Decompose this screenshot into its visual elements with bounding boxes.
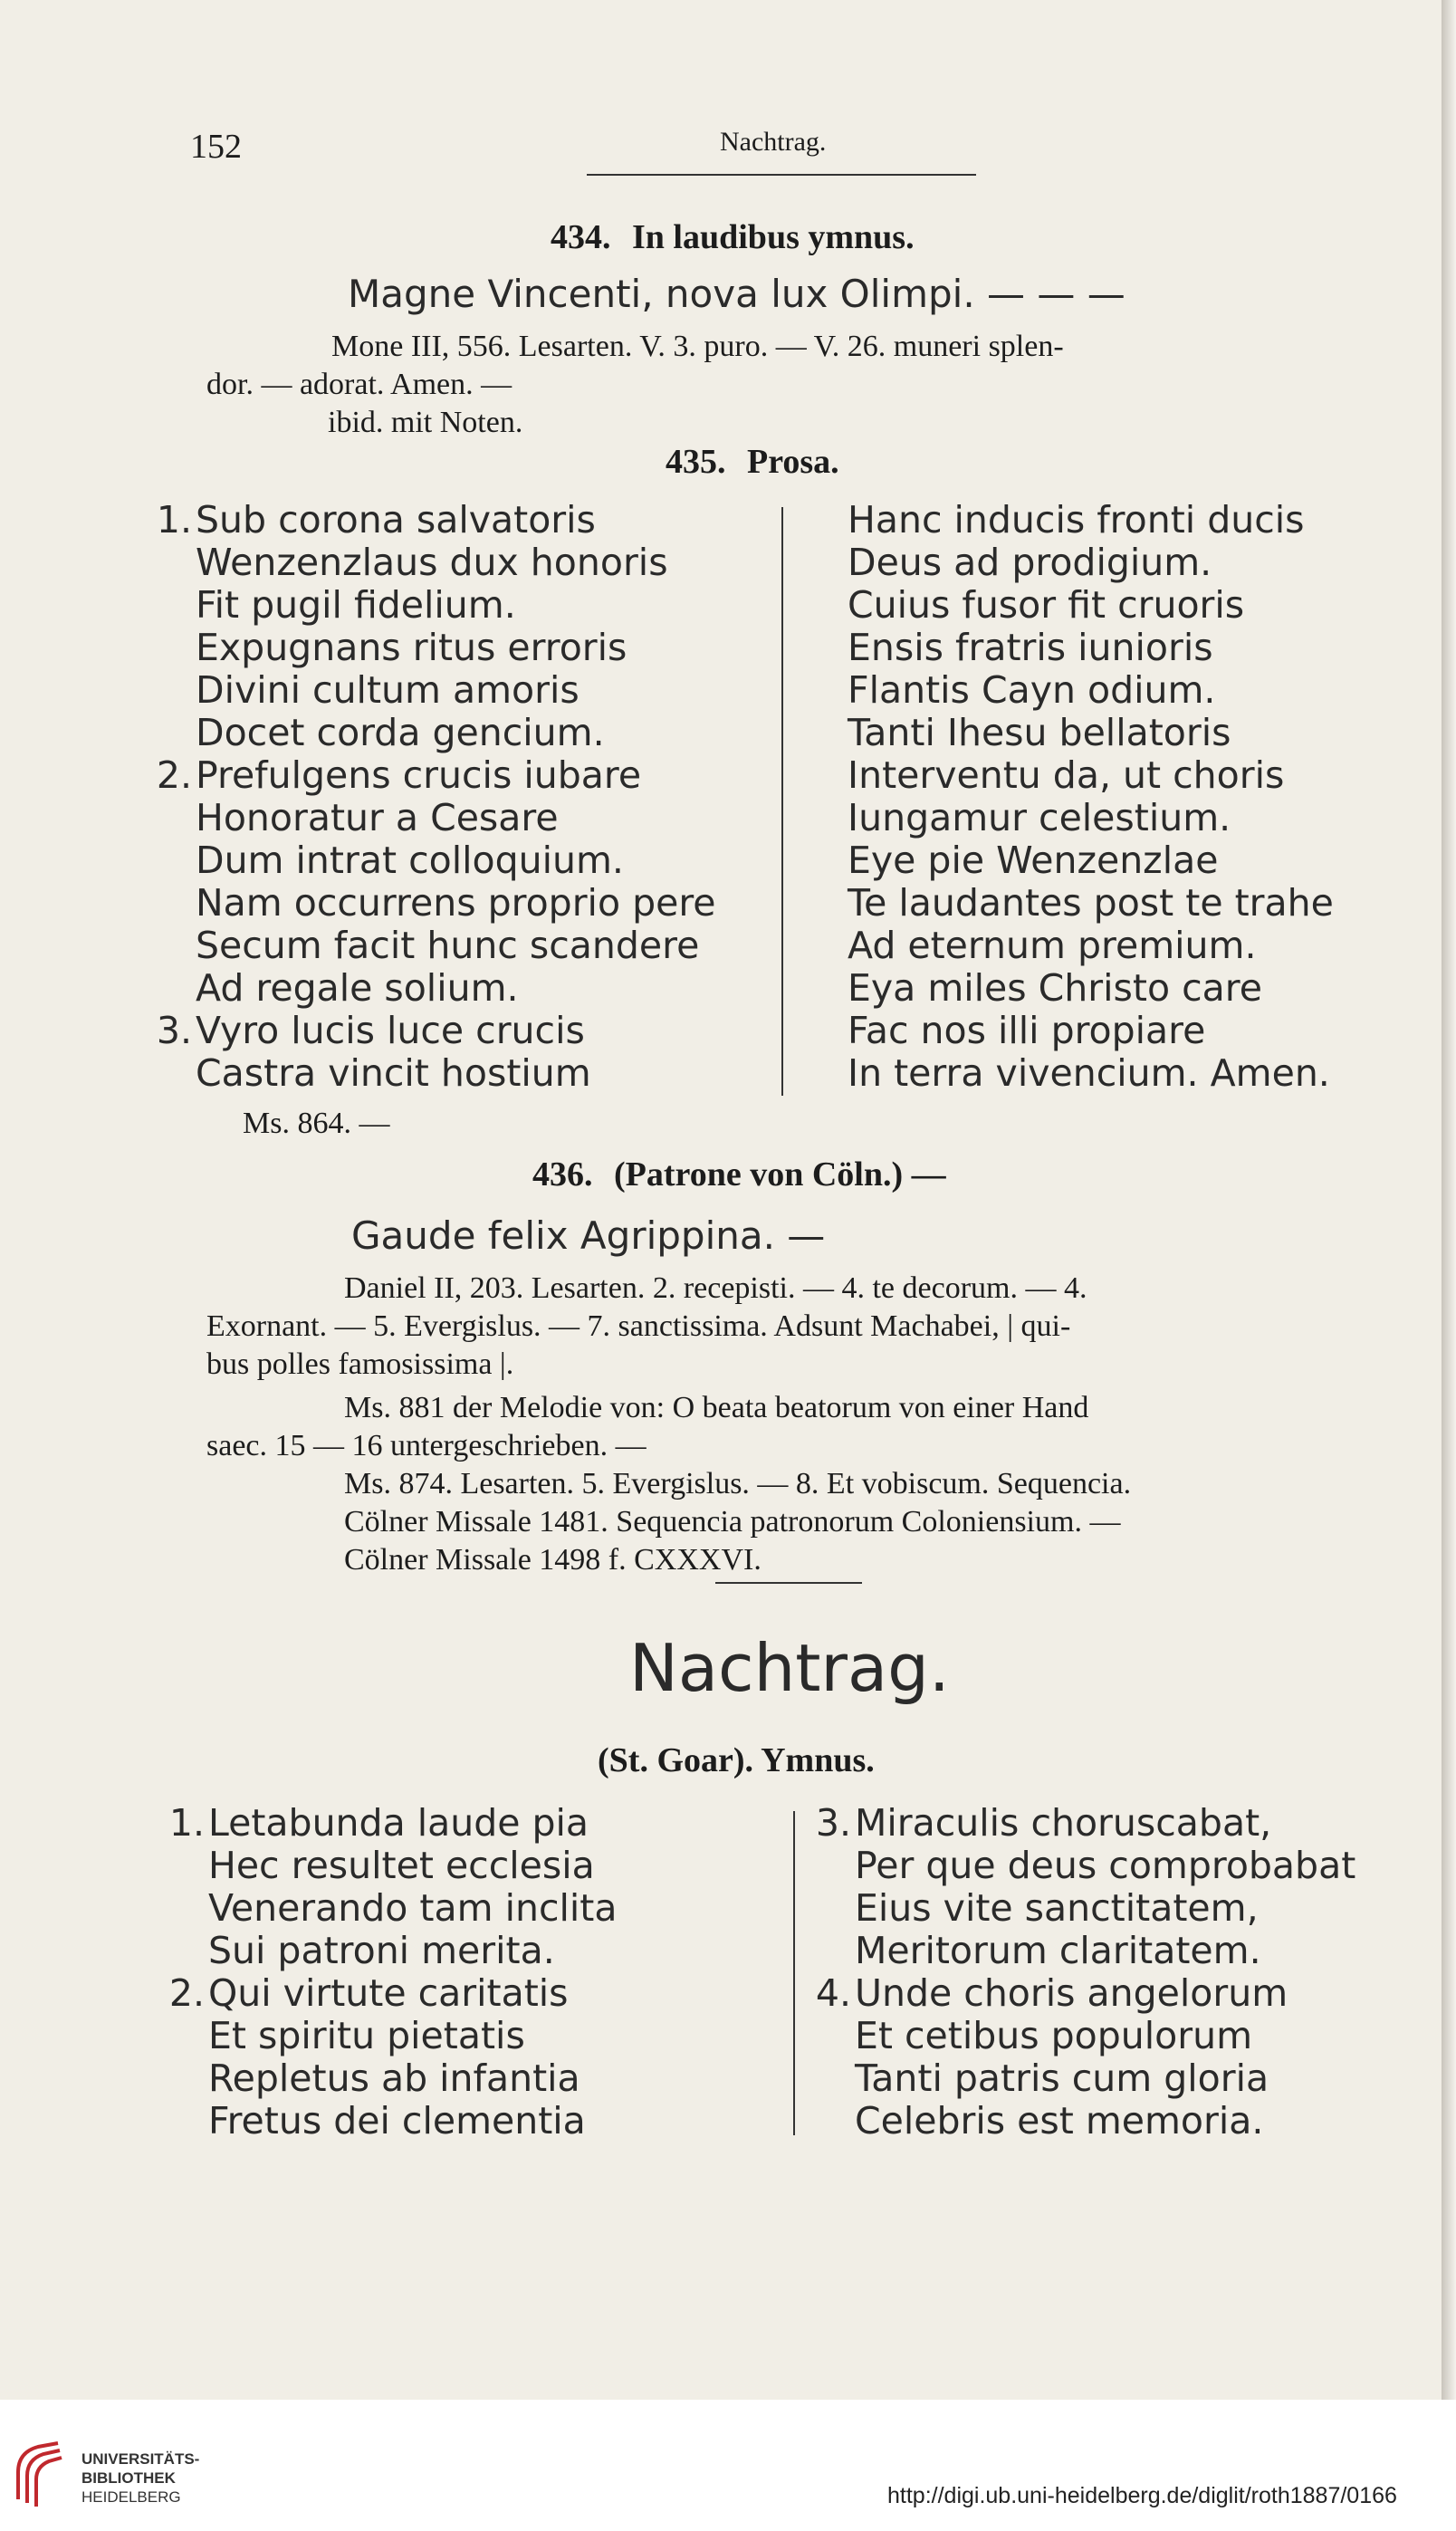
note-line: Ms. 874. Lesarten. 5. Evergislus. — 8. Et vobiscum. Sequencia.: [344, 1467, 1132, 1500]
verse-line: Eya miles Christo care: [848, 966, 1262, 1010]
verse-line: Expugnans ritus erroris: [196, 626, 627, 669]
viewer-footer: [0, 2400, 1456, 2531]
note-line: Cölner Missale 1498 f. CXXXVI.: [344, 1543, 762, 1577]
verse-line: Tanti Ihesu bellatoris: [848, 711, 1231, 754]
column-divider: [793, 1811, 795, 2135]
section-435-number: 435.: [666, 443, 726, 481]
verse-line: Per que deus comprobabat: [855, 1844, 1356, 1887]
verse-line: Hec resultet ecclesia: [208, 1844, 595, 1887]
verse-line: Ad eternum premium.: [848, 924, 1257, 967]
verse-line: Secum facit hunc scandere: [196, 924, 700, 967]
verse-line: Flantis Cayn odium.: [848, 668, 1216, 712]
verse-line: Docet corda gencium.: [196, 711, 605, 754]
verse-line: Celebris est memoria.: [855, 2099, 1264, 2143]
note-line: dor. — adorat. Amen. —: [206, 368, 512, 401]
verse-line: 2.Prefulgens crucis iubare: [156, 753, 642, 797]
section-436-title: (Patrone von Cöln.) —: [614, 1155, 946, 1194]
verse-line: 3.Miraculis choruscabat,: [815, 1801, 1272, 1845]
section-434-number: 434.: [551, 218, 611, 256]
verse-line: Et cetibus populorum: [855, 2014, 1253, 2057]
verse-line: Fretus dei clementia: [208, 2099, 586, 2143]
verse-line: Meritorum claritatem.: [855, 1929, 1261, 1972]
nachtrag-subtitle: (St. Goar). Ymnus.: [598, 1741, 875, 1779]
note-line: Daniel II, 203. Lesarten. 2. recepisti. — 4. te decorum. — 4.: [344, 1271, 1087, 1305]
library-logo-icon: [13, 2436, 65, 2508]
nachtrag-right-column: [806, 1802, 1355, 2143]
verse-line: Repletus ab infantia: [208, 2056, 580, 2100]
verse-line: Tanti patris cum gloria: [855, 2056, 1269, 2100]
verse-line: Fit pugil fidelium.: [196, 583, 516, 627]
verse-line: In terra vivencium. Amen.: [848, 1051, 1330, 1095]
note-line: ibid. mit Noten.: [328, 406, 523, 439]
verse-line: Venerando tam inclita: [208, 1886, 618, 1930]
section-434-heading: [551, 217, 915, 257]
section-436-heading: [532, 1155, 946, 1194]
verse-line: Et spiritu pietatis: [208, 2014, 525, 2057]
verse-line: 1.Sub corona salvatoris: [156, 498, 596, 542]
verse-line: Cuius fusor fit cruoris: [848, 583, 1245, 627]
section-434-title: In laudibus ymnus.: [632, 218, 915, 256]
library-logo-text: [81, 2450, 199, 2507]
section-434-notes: [206, 328, 1365, 442]
header-rule: [587, 174, 976, 176]
section-435-title: Prosa.: [747, 443, 839, 481]
verse-line: Honoratur a Cesare: [196, 796, 559, 839]
section-435-heading: [666, 442, 839, 482]
verse-line: Nam occurrens proprio pere: [196, 881, 716, 925]
section-separator-rule: [715, 1582, 862, 1584]
running-head: Nachtrag.: [720, 127, 827, 157]
section-435-left-column: [147, 499, 716, 1095]
verse-line: Te laudantes post te trahe: [848, 881, 1334, 925]
verse-line: 3.Vyro lucis luce crucis: [156, 1009, 585, 1052]
verse-line: Sui patroni merita.: [208, 1929, 555, 1972]
verse-line: Interventu da, ut choris: [848, 753, 1285, 797]
section-436-number: 436.: [532, 1155, 593, 1194]
verse-line: Wenzenzlaus dux honoris: [196, 541, 668, 584]
verse-line: Eye pie Wenzenzlae: [848, 839, 1219, 882]
section-435-right-column: [848, 499, 1334, 1095]
verse-line: Ensis fratris iunioris: [848, 626, 1213, 669]
verse-line: 1.Letabunda laude pia: [168, 1801, 589, 1845]
verse-line: 2.Qui virtute caritatis: [168, 1971, 569, 2015]
section-435-source: Ms. 864. —: [243, 1107, 390, 1140]
page-edge: [1442, 0, 1456, 2400]
note-line: bus polles famosissima |.: [206, 1347, 514, 1381]
column-divider: [781, 507, 783, 1096]
logo-line: HEIDELBERG: [81, 2488, 181, 2506]
verse-line: 4.Unde choris angelorum: [815, 1971, 1288, 2015]
verse-line: Ad regale solium.: [196, 966, 519, 1010]
note-line: Ms. 881 der Melodie von: O beata beatorum von einer Hand: [344, 1391, 1089, 1424]
note-line: saec. 15 — 16 untergeschrieben. —: [206, 1429, 647, 1462]
note-line: Exornant. — 5. Evergislus. — 7. sanctissima. Adsunt Machabei, | qui-: [206, 1309, 1071, 1343]
section-436-incipit: Gaude felix Agrippina. —: [351, 1213, 826, 1258]
verse-line: Fac nos illi propiare: [848, 1009, 1206, 1052]
verse-line: Divini cultum amoris: [196, 668, 580, 712]
note-line: Mone III, 556. Lesarten. V. 3. puro. — V. 26. muneri splen-: [331, 330, 1064, 363]
nachtrag-left-column: [159, 1802, 617, 2143]
verse-line: Hanc inducis fronti ducis: [848, 498, 1305, 542]
section-434-incipit: Magne Vincenti, nova lux Olimpi. — — —: [348, 272, 1126, 316]
note-line: Cölner Missale 1481. Sequencia patronorum Coloniensium. —: [344, 1505, 1121, 1539]
page-number: 152: [190, 128, 242, 166]
nachtrag-title: Nachtrag.: [629, 1630, 950, 1706]
verse-line: Castra vincit hostium: [196, 1051, 591, 1095]
verse-line: Eius vite sanctitatem,: [855, 1886, 1259, 1930]
section-436-notes: [206, 1270, 1384, 1579]
verse-line: Deus ad prodigium.: [848, 541, 1212, 584]
logo-line: BIBLIOTHEK: [81, 2469, 176, 2487]
verse-line: Dum intrat colloquium.: [196, 839, 624, 882]
logo-line: UNIVERSITÄTS-: [81, 2450, 200, 2468]
source-url-link[interactable]: http://digi.ub.uni-heidelberg.de/diglit/roth1887/0166: [887, 2483, 1397, 2508]
verse-line: Iungamur celestium.: [848, 796, 1231, 839]
